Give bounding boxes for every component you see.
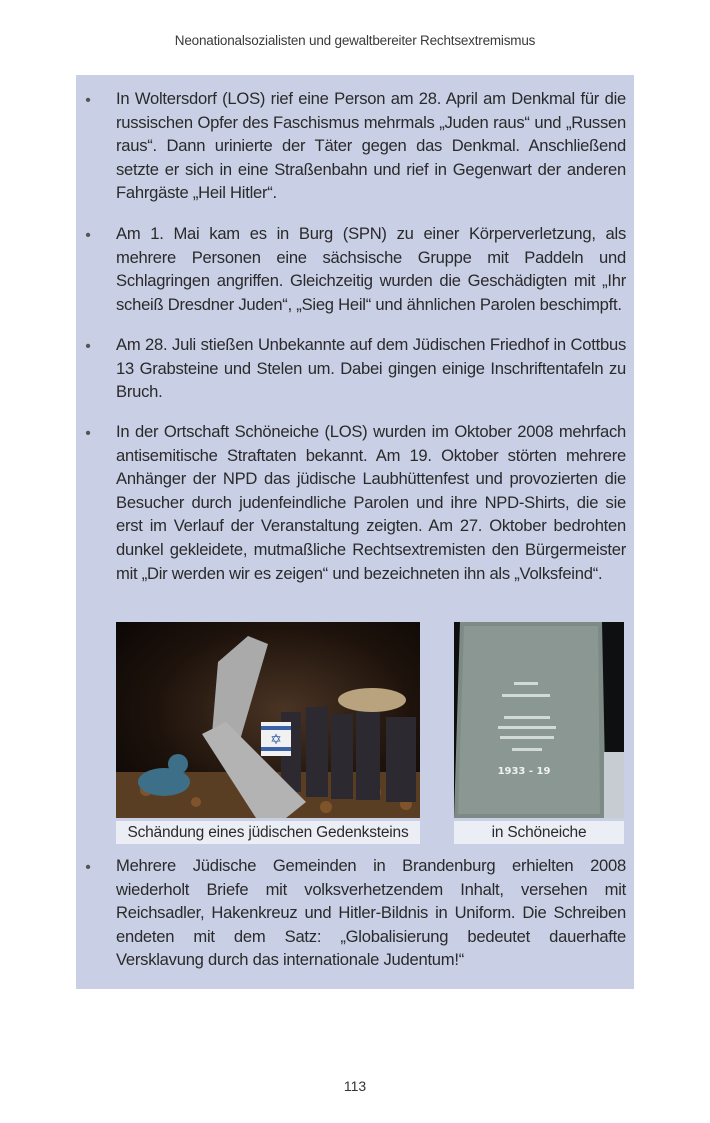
bullet-icon: • <box>85 859 91 876</box>
highlight-box <box>76 75 634 989</box>
running-head: Neonationalsozialisten und gewaltbereiter Rechtsextremismus <box>174 33 536 48</box>
incident-cottbus: Am 28. Juli stießen Unbekannte auf dem Jüdischen Friedhof in Cottbus 13 Grabsteine und Stelen um. Dabei gingen einige Inschriftentafeln zu Bruch. <box>116 335 626 402</box>
incident-burg: Am 1. Mai kam es in Burg (SPN) zu einer Körperverletzung, als mehrere Personen eine sächsische Gruppe mit Paddeln und Schlagringen angriffen. Gleichzeitig wurden die Geschädigten mit „Ihr scheiß Dresdner Juden“, „Sieg Heil“ und ähnlichen Parolen beschimpft. <box>116 224 626 314</box>
page-number: 113 <box>343 1078 367 1094</box>
memorial-stone-photo <box>454 622 624 818</box>
bullet-icon: • <box>85 92 91 109</box>
stone-year: 1933 - 19 <box>497 766 551 777</box>
desecration-photo <box>116 622 420 818</box>
svg-text:✡: ✡ <box>270 732 282 748</box>
photo-caption-right: in Schöneiche <box>454 821 624 844</box>
bullet-icon: • <box>85 425 91 442</box>
incident-schoeneiche: In der Ortschaft Schöneiche (LOS) wurden im Oktober 2008 mehrfach antisemitische Straftaten bekannt. Am 19. Oktober störten mehrere Anhänger der NPD das jüdische Laubhüttenfest und provozierten die Besucher durch judenfeindliche Parolen und ihre NPD-Shirts, die sie erst im Verlauf der Veranstaltung zeigten. Am 27. Oktober bedrohten dunkel gekleidete, mutmaßliche Rechtsextremisten den Bürgermeister mit „Dir werden wir es zeigen“ und bezeichneten ihn als „Volksfeind“. <box>116 422 626 583</box>
bullet-icon: • <box>85 338 91 355</box>
bullet-icon: • <box>85 227 91 244</box>
photo-caption-left: Schändung eines jüdischen Gedenksteins <box>116 821 420 844</box>
incident-letters: Mehrere Jüdische Gemeinden in Brandenburg erhielten 2008 wiederholt Briefe mit volksverhetzendem Inhalt, versehen mit Reichsadler, Hakenkreuz und Hitler-Bildnis in Uniform. Die Schreiben endeten mit dem Satz: „Globalisierung bedeutet dauerhafte Versklavung durch das internationale Judentum!“ <box>116 856 626 970</box>
incident-woltersdorf: In Woltersdorf (LOS) rief eine Person am 28. April am Denkmal für die russischen Opfer des Faschismus mehrmals „Juden raus“ und „Russen raus“. Dann urinierte der Täter gegen das Denkmal. Anschließend setzte er sich in eine Straßenbahn und rief in Gegenwart der anderen Fahrgäste „Heil Hitler“. <box>116 89 626 203</box>
